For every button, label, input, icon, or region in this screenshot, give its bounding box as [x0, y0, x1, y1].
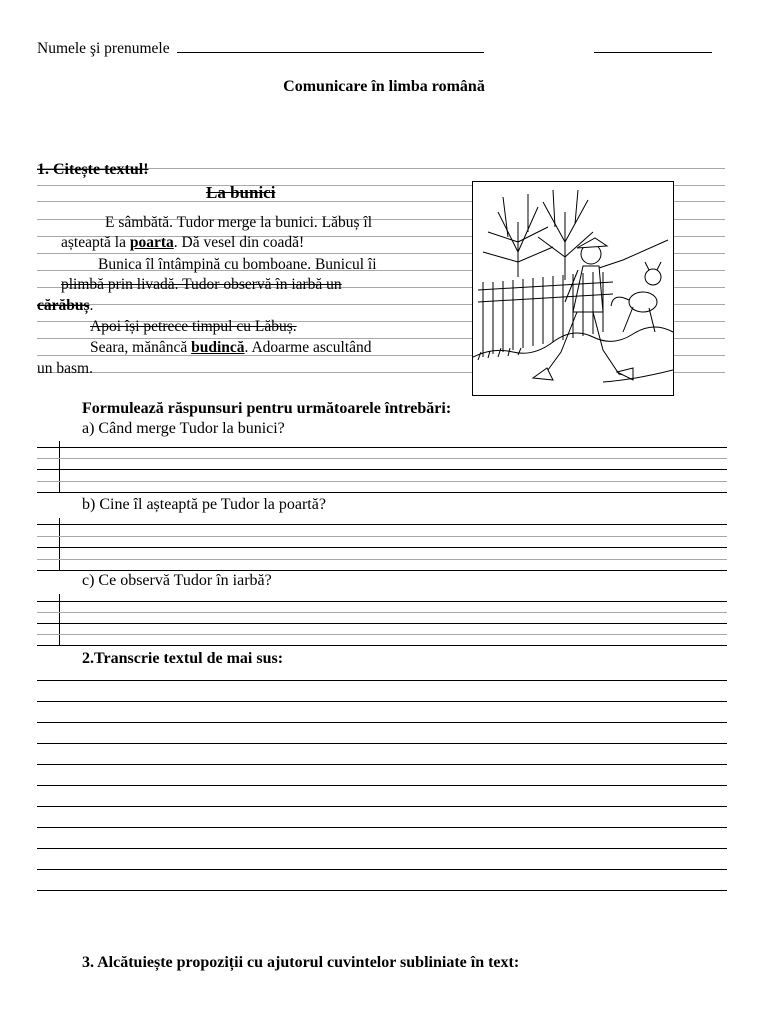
name-label: [37, 38, 484, 58]
illustration-drawing: [473, 182, 673, 395]
story-title: La bunici: [206, 183, 276, 202]
story-line-3: Bunica îl întâmpină cu bomboane. Bunicul îi: [98, 256, 377, 273]
story-line-6: Apoi își petrece timpul cu Lăbuș.: [90, 318, 297, 335]
exercise1-heading: 1. Citește textul!: [37, 161, 149, 178]
story-line-4: plimbă prin livadă. Tudor observă în iarbă un: [61, 276, 342, 293]
name-label-text: Numele şi prenumele: [37, 40, 170, 57]
story-line-2-start: așteaptă la: [61, 234, 126, 251]
question-b: b) Cine îl așteaptă pe Tudor la poartă?: [82, 496, 326, 513]
underlined-word-carabus: cărăbuș: [37, 297, 90, 314]
underlined-word-budinca: budincă: [191, 339, 245, 356]
underlined-word-poarta: poarta: [129, 234, 174, 251]
story-line-7-end: . Adoarme ascultând: [244, 339, 372, 356]
question-c: c) Ce observă Tudor în iarbă?: [82, 572, 272, 589]
story-line-7-start: Seara, mănâncă: [90, 339, 188, 356]
exercise2-heading: 2.Transcrie textul de mai sus:: [82, 650, 284, 667]
story-line-7: [90, 339, 372, 357]
story-line-2-end: . Dă vesel din coadă!: [173, 234, 305, 251]
story-line-8: un basm.: [37, 360, 93, 377]
exercise3-heading: 3. Alcătuiește propoziții cu ajutorul cuvintelor subliniate în text:: [82, 954, 520, 971]
page-title: Comunicare în limba română: [283, 78, 485, 95]
story-line-2: [61, 234, 304, 252]
story-line-5: [37, 297, 93, 315]
story-line-5-end: .: [89, 297, 94, 314]
story-line-1: E sâmbătă. Tudor merge la bunici. Lăbuș îl: [105, 214, 373, 231]
answer-instruction: Formulează răspunsuri pentru următoarele întrebări:: [82, 400, 452, 417]
question-a: a) Când merge Tudor la bunici?: [82, 420, 285, 437]
name-field[interactable]: [177, 38, 484, 53]
boy-and-dog-illustration: [472, 181, 674, 396]
class-field[interactable]: [594, 52, 712, 53]
